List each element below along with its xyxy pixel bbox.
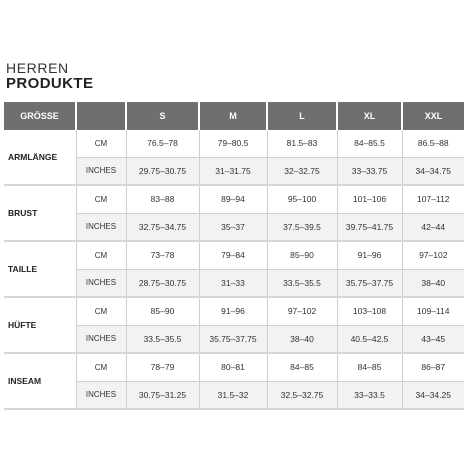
cell: 35.75–37.75 <box>337 269 402 297</box>
unit-inches: INCHES <box>76 325 126 353</box>
table-row <box>4 241 464 269</box>
cell: 37.5–39.5 <box>267 213 337 241</box>
cell: 32.5–32.75 <box>267 381 337 409</box>
cell: 31–33 <box>199 269 267 297</box>
cell: 97–102 <box>267 297 337 325</box>
cell: 31.5–32 <box>199 381 267 409</box>
cell: 28.75–30.75 <box>126 269 199 297</box>
title-line-herren: HERREN <box>6 60 69 76</box>
row-label-armlaenge: ARMLÄNGE <box>4 130 76 185</box>
cell: 84–85 <box>267 353 337 381</box>
cell: 35.75–37.75 <box>199 325 267 353</box>
unit-cm: CM <box>76 241 126 269</box>
row-label-brust: BRUST <box>4 185 76 241</box>
cell: 32–32.75 <box>267 157 337 185</box>
cell: 34–34.75 <box>402 157 464 185</box>
header-xxl: XXL <box>402 102 464 130</box>
table-row <box>4 297 464 325</box>
cell: 33–33.5 <box>337 381 402 409</box>
table-row <box>4 353 464 381</box>
cell: 29.75–30.75 <box>126 157 199 185</box>
unit-inches: INCHES <box>76 157 126 185</box>
row-label-inseam: INSEAM <box>4 353 76 409</box>
cell: 91–96 <box>199 297 267 325</box>
cell: 80–81 <box>199 353 267 381</box>
cell: 79–84 <box>199 241 267 269</box>
header-unit <box>76 102 126 130</box>
cell: 84–85 <box>337 353 402 381</box>
chart-title <box>6 60 93 92</box>
table-row <box>4 185 464 213</box>
cell: 33.5–35.5 <box>126 325 199 353</box>
cell: 76.5–78 <box>126 130 199 157</box>
cell: 97–102 <box>402 241 464 269</box>
row-label-huefte: HÜFTE <box>4 297 76 353</box>
title-line-produkte: PRODUKTE <box>6 75 94 92</box>
header-size: GRÖSSE <box>4 102 76 130</box>
cell: 38–40 <box>402 269 464 297</box>
cell: 86–87 <box>402 353 464 381</box>
row-label-taille: TAILLE <box>4 241 76 297</box>
unit-cm: CM <box>76 297 126 325</box>
cell: 35–37 <box>199 213 267 241</box>
cell: 109–114 <box>402 297 464 325</box>
cell: 91–96 <box>337 241 402 269</box>
cell: 34–34.25 <box>402 381 464 409</box>
unit-inches: INCHES <box>76 381 126 409</box>
cell: 107–112 <box>402 185 464 213</box>
unit-cm: CM <box>76 130 126 157</box>
header-l: L <box>267 102 337 130</box>
cell: 39.75–41.75 <box>337 213 402 241</box>
cell: 33.5–35.5 <box>267 269 337 297</box>
unit-inches: INCHES <box>76 269 126 297</box>
cell: 33–33.75 <box>337 157 402 185</box>
cell: 42–44 <box>402 213 464 241</box>
cell: 85–90 <box>126 297 199 325</box>
cell: 40.5–42.5 <box>337 325 402 353</box>
size-table <box>4 102 464 410</box>
cell: 95–100 <box>267 185 337 213</box>
cell: 73–78 <box>126 241 199 269</box>
header-row <box>4 102 464 130</box>
unit-cm: CM <box>76 353 126 381</box>
cell: 78–79 <box>126 353 199 381</box>
cell: 83–88 <box>126 185 199 213</box>
cell: 31–31.75 <box>199 157 267 185</box>
header-s: S <box>126 102 199 130</box>
header-xl: XL <box>337 102 402 130</box>
cell: 89–94 <box>199 185 267 213</box>
cell: 101–106 <box>337 185 402 213</box>
cell: 103–108 <box>337 297 402 325</box>
cell: 30.75–31.25 <box>126 381 199 409</box>
header-m: M <box>199 102 267 130</box>
cell: 79–80.5 <box>199 130 267 157</box>
cell: 38–40 <box>267 325 337 353</box>
cell: 84–85.5 <box>337 130 402 157</box>
cell: 32.75–34.75 <box>126 213 199 241</box>
unit-inches: INCHES <box>76 213 126 241</box>
unit-cm: CM <box>76 185 126 213</box>
cell: 85–90 <box>267 241 337 269</box>
cell: 43–45 <box>402 325 464 353</box>
table-row <box>4 130 464 157</box>
cell: 86.5–88 <box>402 130 464 157</box>
cell: 81.5–83 <box>267 130 337 157</box>
